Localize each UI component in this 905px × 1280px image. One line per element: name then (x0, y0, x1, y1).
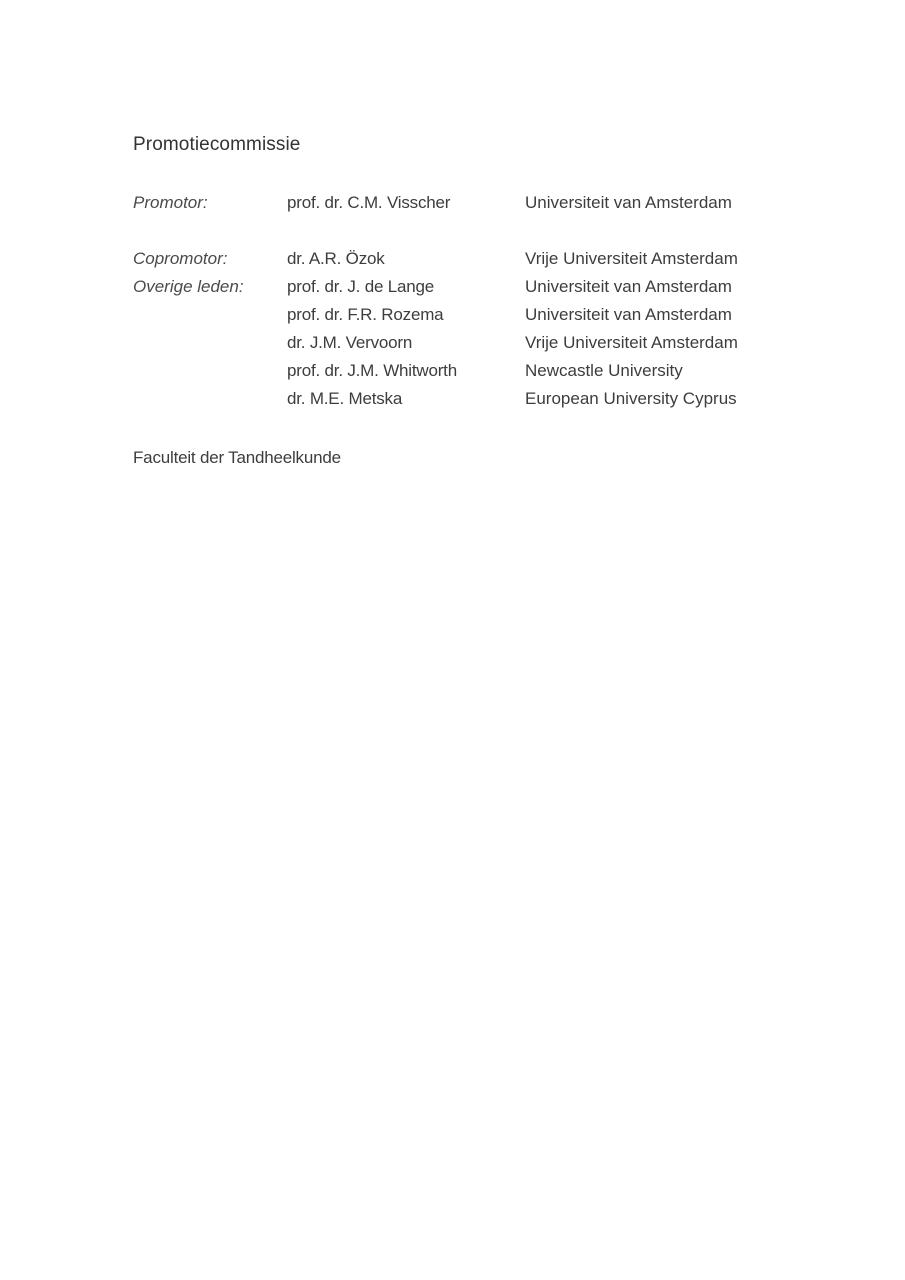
member-name: dr. M.E. Metska (287, 389, 403, 408)
member-role: Copromotor: (133, 249, 228, 268)
member-affiliation: Vrije Universiteit Amsterdam (525, 249, 738, 268)
member-role (133, 360, 287, 388)
member-affiliation: European University Cyprus (525, 389, 737, 408)
member-row (133, 304, 833, 332)
member-affiliation: Universiteit van Amsterdam (525, 277, 732, 296)
member-name: dr. A.R. Özok (287, 249, 385, 268)
member-row-copromotor (133, 248, 833, 276)
member-role: Overige leden: (133, 277, 244, 296)
member-name: prof. dr. J. de Lange (287, 277, 435, 296)
member-affiliation: Universiteit van Amsterdam (525, 305, 732, 324)
member-row-overige-leden (133, 276, 833, 304)
faculty-name: Faculteit der Tandheelkunde (133, 448, 341, 467)
page-title: Promotiecommissie (133, 134, 301, 155)
member-name: prof. dr. F.R. Rozema (287, 305, 444, 324)
member-row (133, 388, 833, 416)
member-role (133, 388, 287, 416)
member-name: prof. dr. C.M. Visscher (287, 193, 451, 212)
member-role (133, 332, 287, 360)
member-name: dr. J.M. Vervoorn (287, 333, 413, 352)
committee-list (133, 192, 833, 416)
member-role: Promotor: (133, 193, 208, 212)
member-name: prof. dr. J.M. Whitworth (287, 361, 457, 380)
member-affiliation: Vrije Universiteit Amsterdam (525, 333, 738, 352)
member-affiliation: Universiteit van Amsterdam (525, 193, 732, 212)
member-row (133, 332, 833, 360)
member-row (133, 360, 833, 388)
member-role (133, 304, 287, 332)
member-affiliation: Newcastle University (525, 361, 683, 380)
member-row-promotor (133, 192, 833, 220)
